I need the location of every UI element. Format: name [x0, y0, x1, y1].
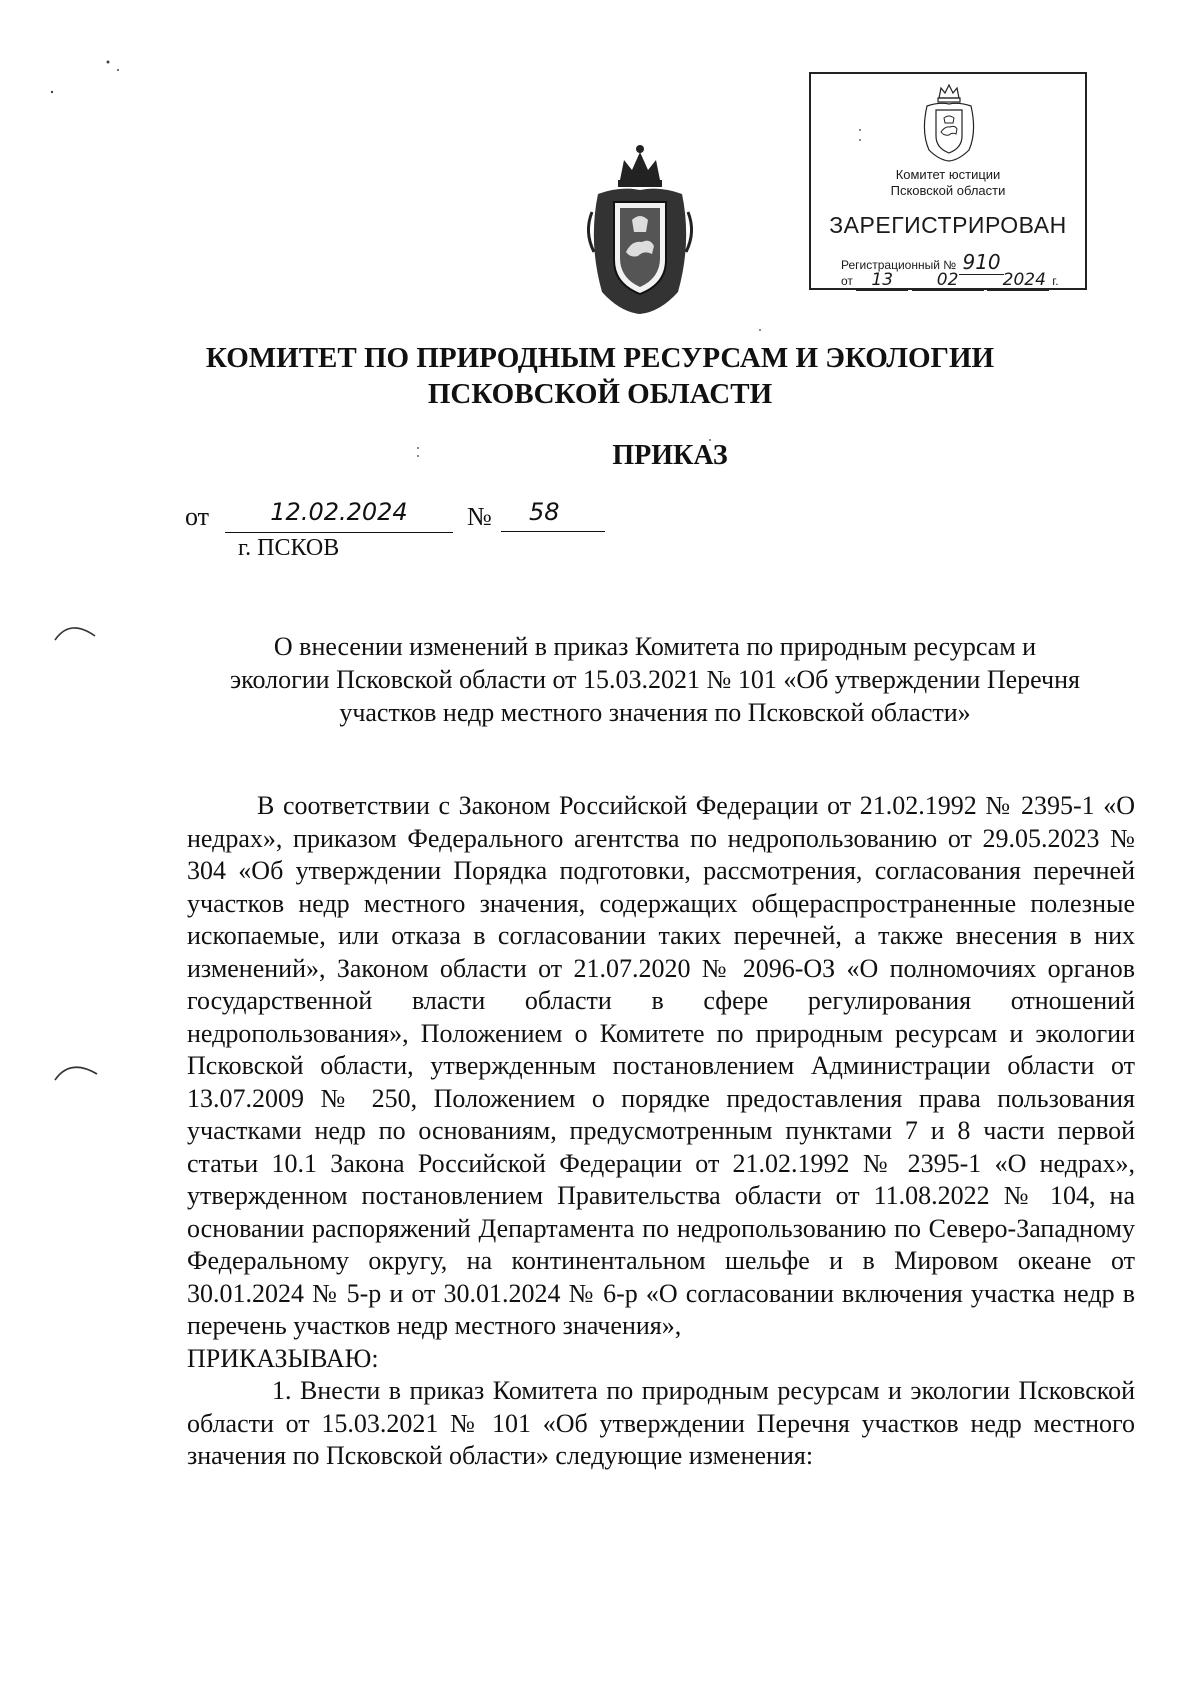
stamp-status: ЗАРЕГИСТРИРОВАН [829, 212, 1067, 238]
organization-title [0, 340, 1200, 412]
stamp-date-suffix: г. [1052, 274, 1059, 288]
stamp-date-row [841, 270, 1059, 291]
stamp-date-day: 13 [856, 270, 908, 291]
order-subject-line1: О внесении изменений в приказ Комитета по природным ресурсам и [273, 632, 1037, 661]
preamble-paragraph: В соответствии с Законом Российской Федерации от 21.02.1992 № 2395-1 «О недрах», приказом Федерального агентства по недропользованию от 29.05.2023 № 304 «Об утверждении Порядка подготовки, рассмотрения, согласования перечней участков недр местного значения, содержащих общераспространенные полезные ископаемые, или отказа в согласовании таких перечней, а также внесения в них изменений», Законом области от 21.07.2020 № 2096-ОЗ «О полномочиях органов государственной власти области в сфере регулирования отношений недропользования», Положением о Комитете по природным ресурсам и экологии Псковской области, утвержденным постановлением Администрации области от 13.07.2009 № 250, Положением о порядке предоставления права пользования участками недр по основаниям, предусмотренным пунктами 7 и 8 части первой статьи 10.1 Закона Российской Федерации от 21.02.1992 № 2395-1 «О недрах», утвержденном постановлением Правительства области от 11.08.2022 № 104, на основании распоряжений Департамента по недропользованию по Северо-Западному Федеральному округу, на континентальном шельфе и в Мировом океане от 30.01.2024 № 5-р и от 30.01.2024 № 6-р «О согласовании включения участка недр в перечень участков недр местного значения», [187, 791, 1135, 1340]
date-number-line [185, 498, 625, 536]
stamp-coat-of-arms-icon [919, 82, 979, 162]
city: г. ПСКОВ [238, 535, 340, 561]
order-subject-line2: экологии Псковской области от 15.03.2021 № 101 «Об утверждении Перечня [229, 665, 1080, 694]
organization-title-line2: ПСКОВСКОЙ ОБЛАСТИ [427, 378, 773, 410]
organization-title-line1: КОМИТЕТ ПО ПРИРОДНЫМ РЕСУРСАМ И ЭКОЛОГИИ [205, 342, 995, 374]
coat-of-arms-icon [580, 142, 700, 317]
order-subject-line3: участков недр местного значения по Псковской области» [339, 698, 971, 727]
order-word: ПРИКАЗЫВАЮ: [187, 1343, 379, 1373]
order-body [187, 790, 1135, 1473]
order-item-1: 1. Внести в приказ Комитета по природным ресурсам и экологии Псковской области от 15.03.2021 № 101 «Об утверждении Перечня участков недр местного значения по Псковской области» следующие изменения: [187, 1376, 1135, 1470]
stamp-org-line2: Псковской области [890, 183, 1006, 198]
number-label: № [467, 502, 492, 531]
stamp-reg-number: 910 [959, 250, 1003, 275]
date-from-label: от [185, 502, 210, 531]
stamp-date-year: 2024 [987, 270, 1049, 291]
order-subject [180, 630, 1130, 729]
stamp-date-prefix: от [841, 274, 853, 288]
stamp-org-line1: Комитет юстиции [895, 167, 1001, 182]
stamp-date-month: 02 [912, 270, 984, 291]
stamp-reg-label: Регистрационный № [841, 258, 957, 272]
registration-stamp [809, 72, 1087, 290]
order-date: 12.02.2024 [225, 498, 453, 533]
document-type: ПРИКАЗ [612, 440, 728, 471]
order-number: 58 [501, 498, 605, 532]
